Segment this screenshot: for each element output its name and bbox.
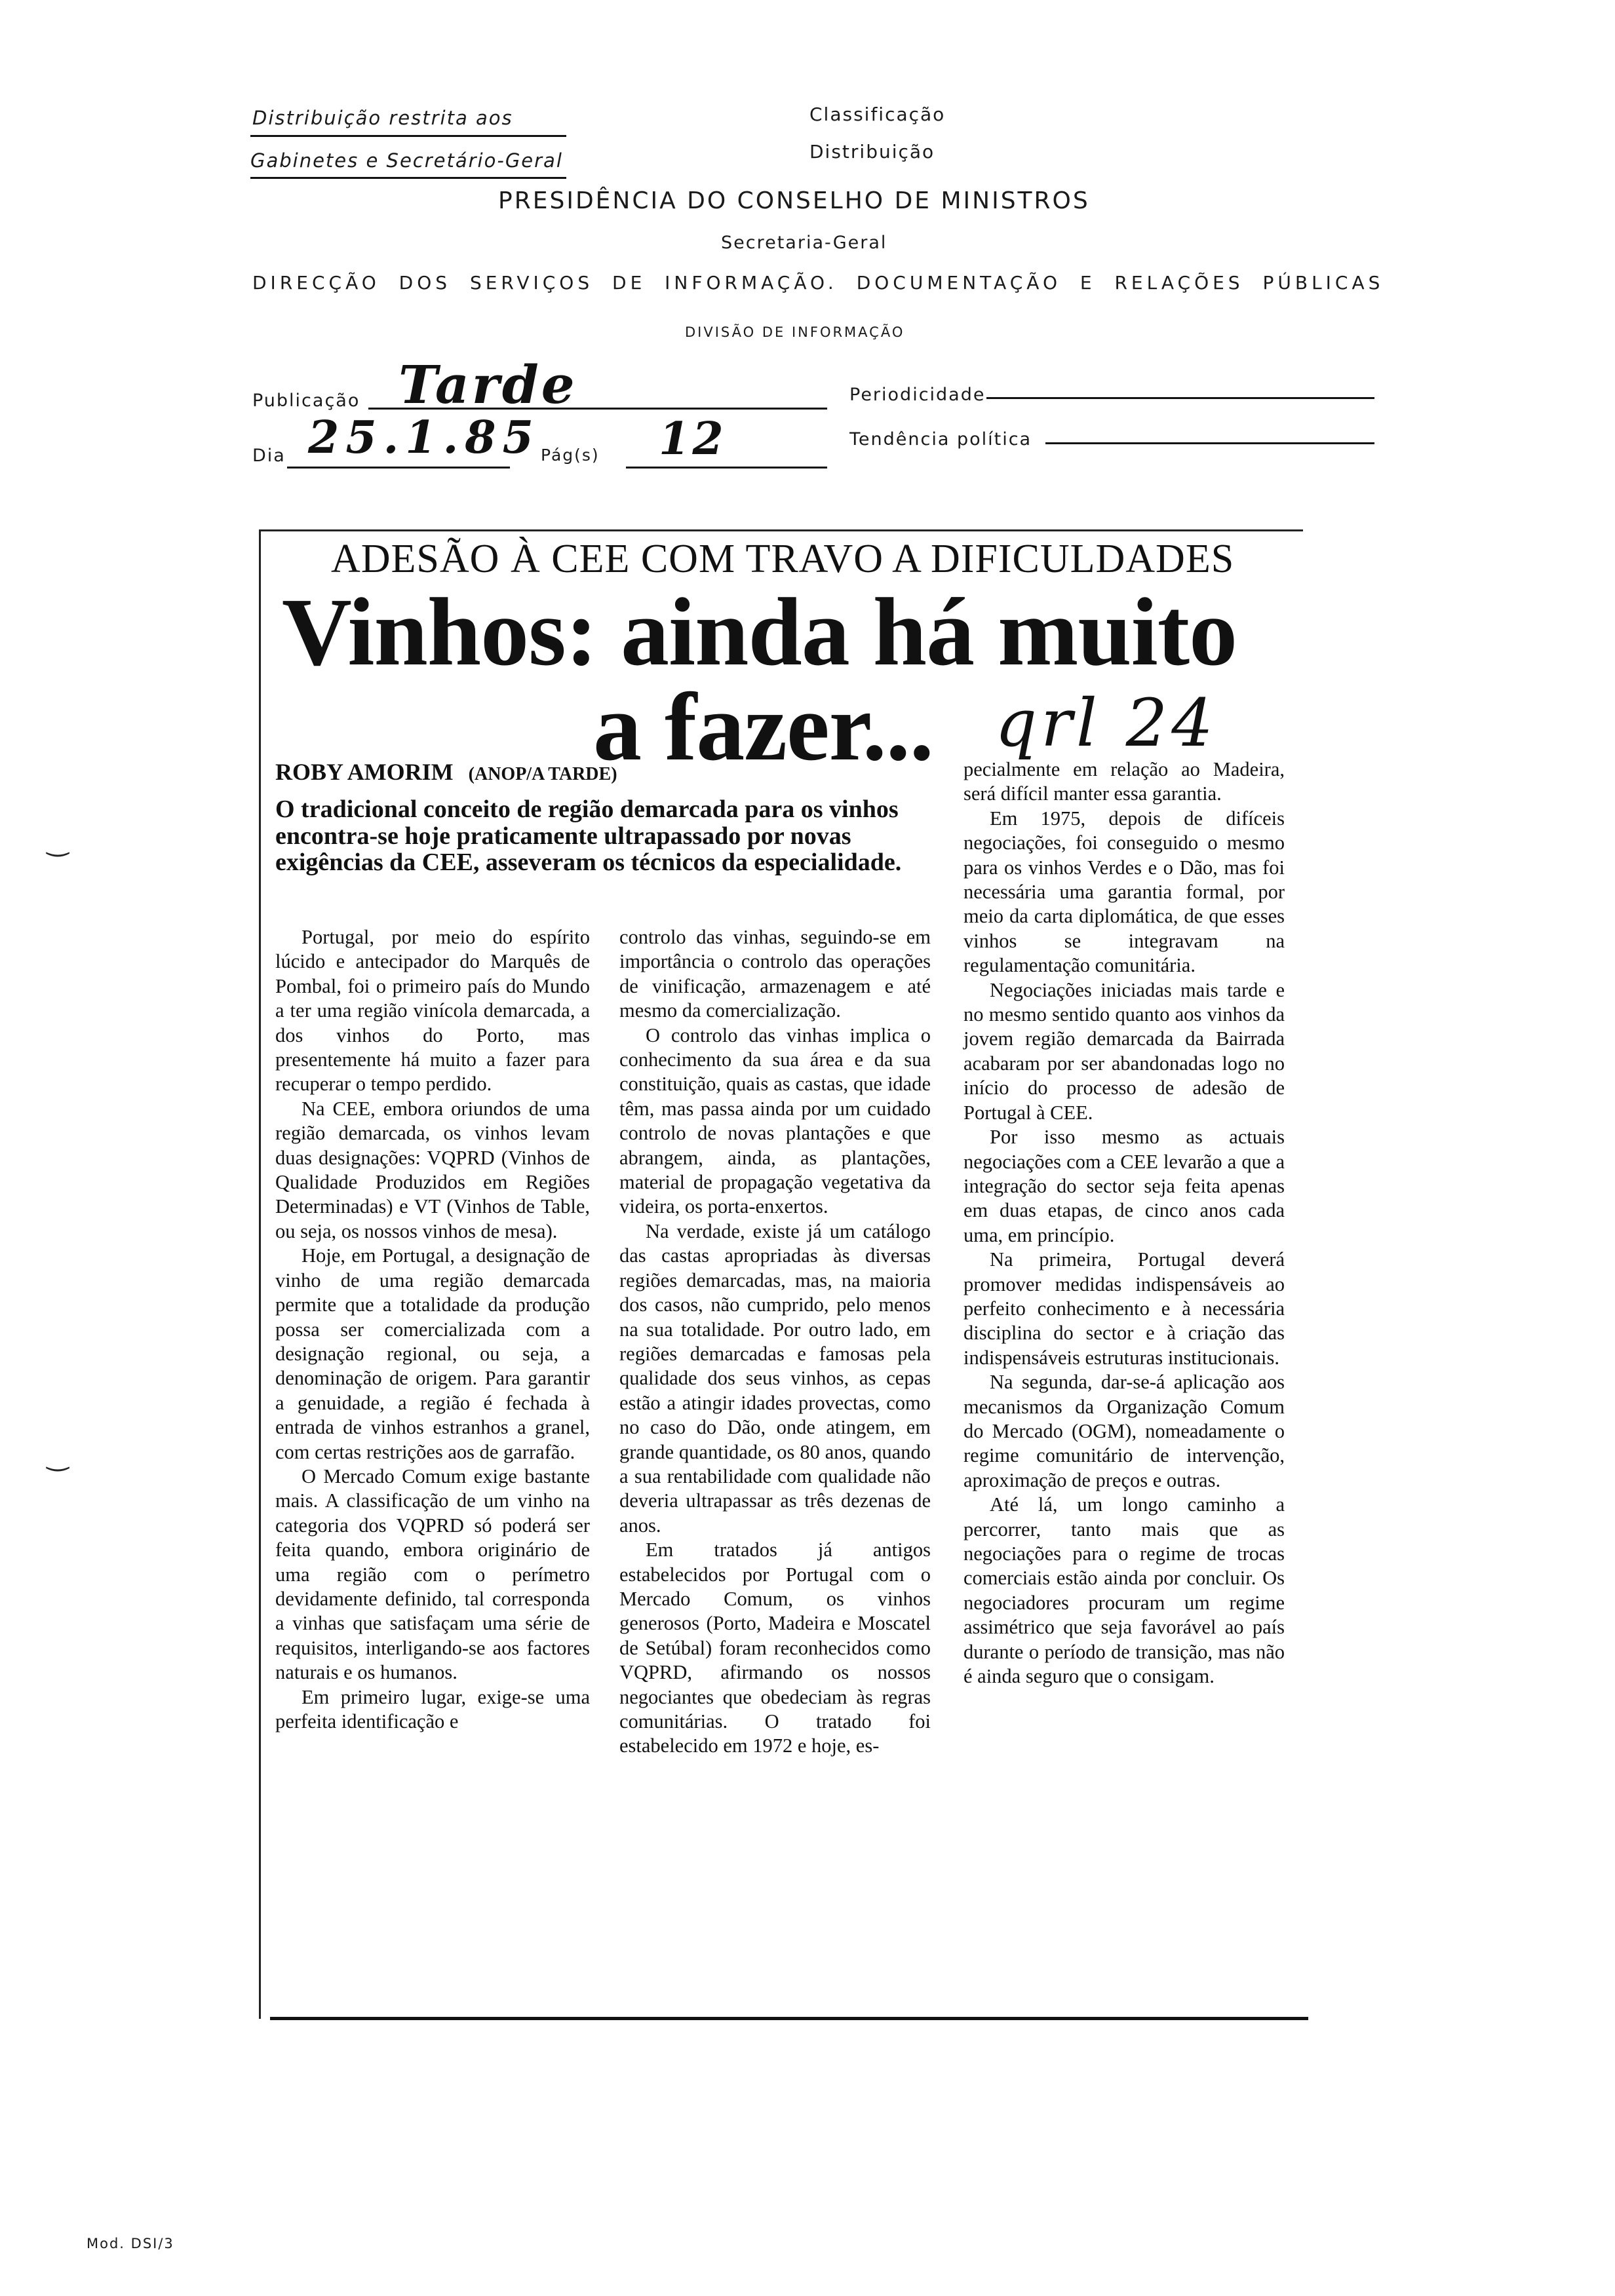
col3-paragraph: Negociações iniciadas mais tarde e no mesmo sentido quanto aos vinhos da jovem região demarcada da Bairrada acabaram por ser abandonadas logo no início do processo de adesão de Portugal à CEE. xyxy=(963,978,1285,1124)
article-headline-line-1: Vinhos: ainda há muito xyxy=(282,579,1237,686)
margin-mark-icon: ‿ xyxy=(47,1442,69,1472)
article-kicker: ADESÃO À CEE COM TRAVO A DIFICULDADES xyxy=(331,537,1235,581)
col1-paragraph: Em primeiro lugar, exige-se uma perfeita identificação e xyxy=(275,1685,590,1732)
periodicity-label: Periodicidade xyxy=(849,385,986,405)
article-column-1 xyxy=(275,925,590,1734)
col2-paragraph: Na verdade, existe já um catálogo das castas apropriadas às diversas regiões demarcadas, mas, na maioria dos casos, não cumprido, pelo menos na sua totalidade. Por outro lado, em regiões demarcadas e famosas pela qualidade dos seus vinhos, as cepas estão a atingir idades provectas, como no caso do Dão, onde atingem, em grande quantidade, os 80 anos, quando a sua rentabilidade com qualidade não deveria ultrapassar as três dezenas de anos. xyxy=(619,1219,931,1537)
article-column-2 xyxy=(619,925,931,1759)
day-field-line xyxy=(287,467,510,469)
col3-paragraph: Até lá, um longo caminho a percorrer, tanto mais que as negociações para o regime de trocas comerciais estão ainda por concluir. Os negociadores procuram um regime assimétrico que seja favorável ao país durante o período de transição, mas não é ainda seguro que o consigam. xyxy=(963,1493,1285,1688)
day-label: Dia xyxy=(252,446,286,466)
division-title: DIVISÃO DE INFORMAÇÃO xyxy=(685,324,905,340)
political-tendency-field-line xyxy=(1045,442,1374,444)
publication-field-line xyxy=(368,408,827,410)
col3-paragraph: Na primeira, Portugal deverá promover medidas indispensáveis ao perfeito conhecimento e à necessária disciplina do sector e à criação das indispensáveis estruturas institucionais. xyxy=(963,1248,1285,1369)
pages-value-handwritten: 12 xyxy=(659,413,726,465)
col2-paragraph: Em tratados já antigos estabelecidos por Portugal com o Mercado Comum, os vinhos generosos (Porto, Madeira e Moscatel de Setúbal) foram reconhecidos como VQPRD, afirmando os nossos negociantes que obedeciam às regras comunitárias. O tratado foi estabelecido em 1972 e hoje, es- xyxy=(619,1539,931,1757)
day-value-handwritten: 25.1.85 xyxy=(308,411,540,464)
margin-mark-icon: ‿ xyxy=(47,827,69,857)
article-byline xyxy=(275,758,617,786)
restricted-underline-2 xyxy=(250,177,566,179)
article-bottom-rule xyxy=(270,2017,1308,2020)
institution-title: PRESIDÊNCIA DO CONSELHO DE MINISTROS xyxy=(498,187,1090,214)
restricted-distribution-line-2: Gabinetes e Secretário-Geral xyxy=(250,149,563,172)
col3-paragraph: Por isso mesmo as actuais negociações com a CEE levarão a que a integração do sector seja feita apenas em duas etapas, de cinco anos cada uma, em princípio. xyxy=(963,1126,1285,1246)
restricted-underline-1 xyxy=(250,135,566,137)
article-lead: O tradicional conceito de região demarcada para os vinhos encontra-se hoje praticamente ultrapassado por novas exigências da CEE, asseveram os técnicos da especialidade. xyxy=(275,795,902,876)
publication-value-handwritten: Tarde xyxy=(399,354,577,415)
periodicity-field-line xyxy=(986,397,1374,399)
article-headline-line-2: a fazer... xyxy=(593,674,933,781)
distribution-label: Distribuição xyxy=(809,141,935,163)
col2-paragraph: controlo das vinhas, seguindo-se em importância o controlo das operações de vinificação, armazenagem e até mesmo da comercialização. xyxy=(619,926,931,1022)
restricted-distribution-line-1: Distribuição restrita aos xyxy=(252,107,513,129)
col3-paragraph: Na segunda, dar-se-á aplicação aos mecanismos da Organização Comum do Mercado (OGM), nomeadamente o regime comunitário de intervenção, aproximação de preços e outras. xyxy=(963,1371,1285,1491)
secretariat-title: Secretaria-Geral xyxy=(721,233,887,253)
pages-label: Pág(s) xyxy=(541,446,600,465)
directorate-title: DIRECÇÃO DOS SERVIÇOS DE INFORMAÇÃO. DOCUMENTAÇÃO E RELAÇÕES PÚBLICAS xyxy=(252,272,1384,294)
col1-paragraph: Portugal, por meio do espírito lúcido e antecipador do Marquês de Pombal, foi o primeiro país do Mundo a ter uma região vinícola demarcada, a dos vinhos do Porto, mas presentemente há muito a fazer para recuperar o tempo perdido. xyxy=(275,926,590,1096)
classification-label: Classificação xyxy=(809,104,946,125)
col2-paragraph: O controlo das vinhas implica o conhecimento da sua área e da sua constituição, quais as castas, que idade têm, mas passa ainda por um cuidado controlo de novas plantações e que abrangem, ainda, as plantações, material de propagação vegetativa da videira, os porta-enxertos. xyxy=(619,1024,931,1218)
political-tendency-label: Tendência política xyxy=(849,429,1032,450)
article-column-3 xyxy=(963,757,1285,1689)
col1-paragraph: Na CEE, embora oriundos de uma região demarcada, os vinhos levam duas designações: VQPRD (Vinhos de Qualidade Produzidos em Regiões Determinadas) e VT (Vinhos de Table, ou seja, os nossos vinhos de mesa). xyxy=(275,1097,590,1242)
col1-paragraph: O Mercado Comum exige bastante mais. A classificação de um vinho na categoria dos VQPRD só poderá ser feita quando, embora originário de uma região com o perímetro devidamente definido, tal corresponda a vinhas que satisfaçam uma série de requisitos, interligando-se aos factores naturais e os humanos. xyxy=(275,1464,590,1684)
col3-paragraph: Em 1975, depois de difíceis negociações, foi conseguido o mesmo para os vinhos Verdes e o Dão, mas foi necessária uma garantia formal, por meio da carta diplomática, de que esses vinhos se integravam na regulamentação comunitária. xyxy=(963,807,1285,977)
handwritten-note: qrl 24 xyxy=(995,685,1217,761)
form-code: Mod. DSI/3 xyxy=(87,2236,174,2251)
col1-paragraph: Hoje, em Portugal, a designação de vinho de uma região demarcada permite que a totalidade da produção possa ser comercializada com a designação regional, ou seja, a denominação de origem. Para garantir a genuidade, a região é fechada à entrada de vinhos estranhos a granel, com certas restrições aos de garrafão. xyxy=(275,1244,590,1463)
byline-author: ROBY AMORIM xyxy=(275,759,454,785)
col3-paragraph: pecialmente em relação ao Madeira, será difícil manter essa garantia. xyxy=(963,758,1285,805)
publication-label: Publicação xyxy=(252,391,360,411)
pages-field-line xyxy=(626,467,827,469)
byline-source: (ANOP/A TARDE) xyxy=(468,764,617,784)
